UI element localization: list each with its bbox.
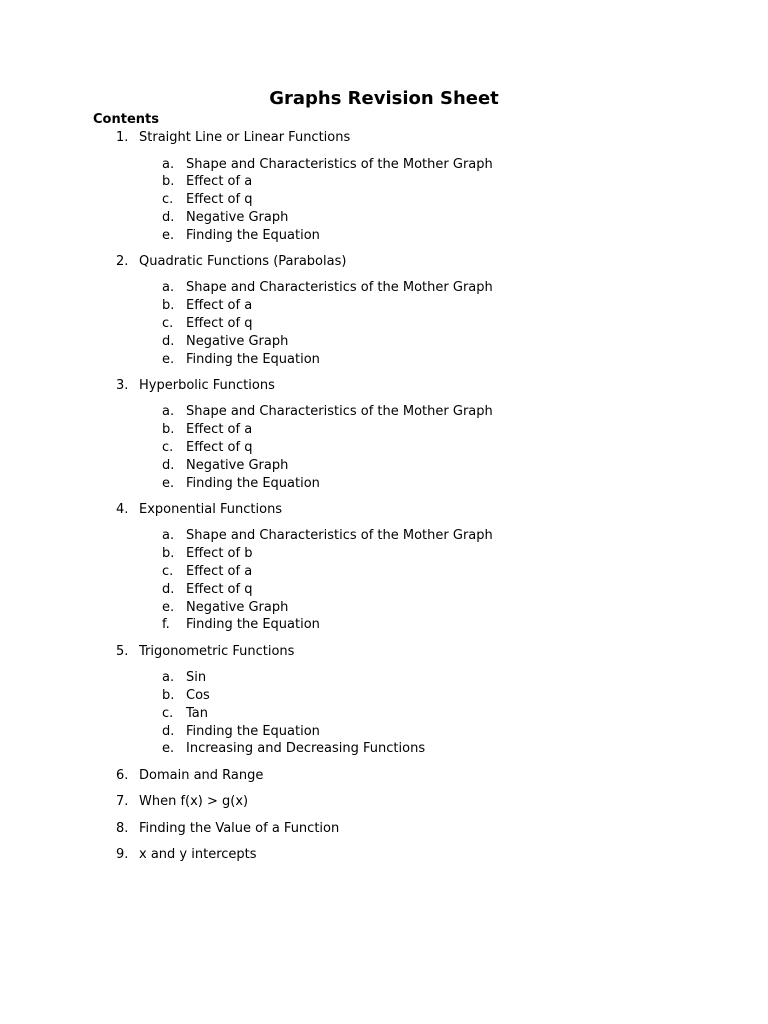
toc-item: [0, 501, 768, 634]
toc-item-label: Finding the Value of a Function: [139, 820, 340, 836]
contents-heading: Contents: [93, 112, 159, 127]
toc-item-label: Straight Line or Linear Functions: [139, 130, 351, 145]
toc-item: [0, 767, 768, 785]
toc-subitem-list: [0, 403, 768, 492]
page-title: Graphs Revision Sheet: [269, 88, 499, 109]
toc-item-row: [0, 767, 768, 785]
toc-item-row: [0, 643, 768, 661]
toc-item-label: Quadratic Functions (Parabolas): [139, 253, 347, 269]
toc-subitem-label: Effect of a: [186, 564, 253, 580]
toc-item-label: When f(x) > g(x): [139, 794, 249, 810]
toc-subitem-letter: a.: [162, 528, 175, 544]
toc-item-row: [0, 846, 768, 864]
toc-item-number: 6.: [116, 767, 129, 783]
toc-subitem-label: Effect of a: [186, 422, 253, 438]
toc-subitem-label: Shape and Characteristics of the Mother Graph: [186, 528, 493, 544]
toc-subitem: [0, 599, 768, 617]
toc-subitem-label: Finding the Equation: [186, 617, 320, 633]
toc-subitem-letter: b.: [162, 688, 175, 704]
toc-subitem-letter: a.: [162, 404, 175, 420]
toc-item-row: [0, 377, 768, 395]
toc-subitem-label: Effect of q: [186, 440, 253, 456]
toc-item-number: 3.: [116, 377, 129, 393]
toc-subitem-letter: d.: [162, 723, 175, 739]
toc-subitem: [0, 616, 768, 634]
toc-subitem-label: Effect of q: [186, 316, 253, 332]
toc-subitem: [0, 351, 768, 369]
toc-item: [0, 846, 768, 864]
toc-subitem-letter: d.: [162, 581, 175, 597]
toc-subitem-letter: c.: [162, 705, 174, 721]
toc-subitem-letter: a.: [162, 156, 175, 172]
toc-subitem: [0, 457, 768, 475]
toc-subitem-label: Cos: [186, 688, 210, 704]
toc-item-number: 5.: [116, 643, 129, 659]
toc-subitem-letter: b.: [162, 174, 175, 190]
toc-item: [0, 793, 768, 811]
toc-subitem: [0, 421, 768, 439]
toc-subitem-label: Effect of b: [186, 546, 253, 562]
toc-subitem-letter: c.: [162, 440, 174, 456]
toc-subitem-label: Negative Graph: [186, 333, 289, 349]
toc-subitem-label: Effect of q: [186, 581, 253, 597]
toc-subitem-letter: b.: [162, 546, 175, 562]
toc-item-row: [0, 129, 768, 147]
toc-subitem: [0, 156, 768, 174]
toc-subitem: [0, 209, 768, 227]
toc-subitem-label: Negative Graph: [186, 209, 289, 225]
toc-subitem-letter: e.: [162, 741, 175, 757]
toc-item-row: [0, 501, 768, 519]
toc-subitem: [0, 527, 768, 545]
toc-subitem-label: Shape and Characteristics of the Mother Graph: [186, 156, 493, 172]
toc-subitem-letter: e.: [162, 227, 175, 243]
toc-subitem: [0, 227, 768, 245]
toc-item-row: [0, 253, 768, 271]
toc-subitem-letter: a.: [162, 280, 175, 296]
toc-subitem-letter: d.: [162, 333, 175, 349]
toc-item-number: 2.: [116, 253, 129, 269]
toc-subitem: [0, 173, 768, 191]
toc-subitem-letter: e.: [162, 475, 175, 491]
toc-subitem: [0, 315, 768, 333]
toc-subitem-label: Sin: [186, 670, 207, 686]
toc-subitem-letter: c.: [162, 192, 174, 208]
toc-subitem-letter: b.: [162, 298, 175, 314]
toc-subitem-label: Negative Graph: [186, 599, 289, 615]
toc-subitem-letter: f.: [162, 617, 170, 633]
toc-subitem: [0, 740, 768, 758]
toc-subitem-label: Shape and Characteristics of the Mother Graph: [186, 404, 493, 420]
toc-item-number: 4.: [116, 501, 129, 517]
toc-subitem: [0, 297, 768, 315]
toc-subitem-label: Finding the Equation: [186, 351, 320, 367]
toc-subitem: [0, 581, 768, 599]
toc-subitem-label: Finding the Equation: [186, 475, 320, 491]
toc-subitem: [0, 403, 768, 421]
toc-subitem-list: [0, 669, 768, 758]
toc-subitem-letter: a.: [162, 670, 175, 686]
toc-subitem: [0, 475, 768, 493]
toc-item-row: [0, 820, 768, 838]
toc-subitem: [0, 563, 768, 581]
toc-subitem-label: Shape and Characteristics of the Mother Graph: [186, 280, 493, 296]
toc-subitem-label: Increasing and Decreasing Functions: [186, 741, 426, 757]
toc-item-label: x and y intercepts: [139, 847, 257, 863]
toc-item: [0, 377, 768, 492]
toc-item-number: 1.: [116, 130, 129, 145]
toc-subitem: [0, 687, 768, 705]
toc-item-number: 9.: [116, 847, 129, 863]
toc-subitem-letter: d.: [162, 457, 175, 473]
toc-item-label: Exponential Functions: [139, 501, 283, 517]
toc-item-number: 7.: [116, 794, 129, 810]
toc-subitem-list: [0, 279, 768, 368]
toc-item-label: Domain and Range: [139, 767, 264, 783]
toc-subitem-label: Effect of q: [186, 192, 253, 208]
toc-subitem: [0, 333, 768, 351]
toc-item: [0, 129, 768, 244]
toc-item: [0, 643, 768, 758]
toc-subitem-letter: c.: [162, 564, 174, 580]
toc-subitem-letter: e.: [162, 599, 175, 615]
toc-item-number: 8.: [116, 820, 129, 836]
toc-item: [0, 820, 768, 838]
toc-subitem: [0, 191, 768, 209]
toc-subitem: [0, 705, 768, 723]
toc-item: [0, 253, 768, 368]
toc-subitem: [0, 545, 768, 563]
toc-subitem: [0, 669, 768, 687]
toc-subitem-label: Finding the Equation: [186, 227, 320, 243]
toc-subitem-label: Tan: [186, 705, 208, 721]
toc-subitem-label: Negative Graph: [186, 457, 289, 473]
toc-subitem-label: Effect of a: [186, 174, 253, 190]
toc-subitem-letter: d.: [162, 209, 175, 225]
toc-item-row: [0, 793, 768, 811]
toc-item-label: Hyperbolic Functions: [139, 377, 275, 393]
toc-subitem: [0, 439, 768, 457]
toc-subitem-list: [0, 156, 768, 245]
toc-subitem-label: Effect of a: [186, 298, 253, 314]
table-of-contents: [0, 129, 768, 873]
toc-subitem-letter: e.: [162, 351, 175, 367]
toc-subitem-list: [0, 527, 768, 634]
toc-subitem-letter: c.: [162, 316, 174, 332]
toc-subitem: [0, 279, 768, 297]
toc-subitem-letter: b.: [162, 422, 175, 438]
toc-item-label: Trigonometric Functions: [139, 643, 295, 659]
toc-subitem-label: Finding the Equation: [186, 723, 320, 739]
toc-subitem: [0, 723, 768, 741]
